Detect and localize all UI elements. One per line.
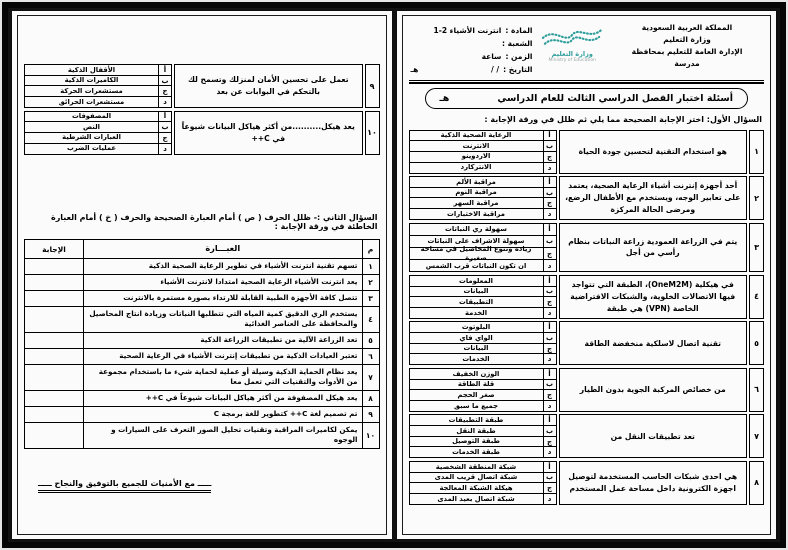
option-letter: د bbox=[543, 494, 556, 504]
page-2-mcq-continuation bbox=[24, 64, 380, 155]
option-text: الاردوينو bbox=[461, 152, 491, 161]
option-row bbox=[25, 76, 171, 87]
option-text: البيانات bbox=[463, 344, 489, 353]
option-text: العبارات الشرطية bbox=[62, 133, 121, 142]
page-1-border bbox=[402, 15, 772, 535]
question-number: ١ bbox=[749, 130, 764, 174]
statement-text: يعد انترنت الأشياء الرعاية الصحية امتدادا لانترنت الأشياء bbox=[83, 275, 362, 290]
option-row bbox=[410, 426, 556, 437]
option-text: صغر الحجم bbox=[457, 390, 495, 399]
option-row bbox=[410, 483, 556, 494]
option-row bbox=[410, 369, 556, 380]
answer-cell bbox=[25, 391, 83, 406]
option-letter: ب bbox=[543, 287, 556, 297]
option-letter: ب bbox=[543, 236, 556, 247]
row-number: ٣ bbox=[362, 291, 379, 306]
option-letter: ب bbox=[543, 380, 556, 390]
table-row bbox=[25, 259, 379, 275]
option-letter: د bbox=[543, 354, 556, 364]
scan-frame bbox=[2, 2, 786, 548]
option-row bbox=[410, 177, 556, 188]
time-label: الزمن : bbox=[505, 52, 533, 62]
option-letter: أ bbox=[543, 177, 556, 187]
answer-cell bbox=[25, 423, 83, 448]
question-number: ٩ bbox=[365, 64, 380, 108]
option-text: الخدمة bbox=[464, 308, 488, 317]
exam-page-1 bbox=[397, 11, 777, 539]
option-text: شبكة المنطقة الشخصية bbox=[435, 462, 517, 471]
ministry-line: مدرسة bbox=[674, 59, 700, 68]
section-2-instruction: السؤال الثاني :- ظلل الحرف ( ص ) أمام العبارة الصحيحة والحرف ( خ ) أمام العبارة الخاطئة في ورقة الإجابة : bbox=[50, 213, 378, 231]
option-letter: ج bbox=[543, 248, 556, 259]
option-row bbox=[410, 380, 556, 391]
exam-title-hijri: هـ bbox=[439, 92, 450, 104]
question-options bbox=[409, 223, 557, 273]
option-row bbox=[410, 401, 556, 411]
option-letter: ج bbox=[543, 297, 556, 307]
option-text: الانتركارد bbox=[460, 163, 492, 172]
option-row bbox=[410, 141, 556, 152]
option-letter: أ bbox=[543, 224, 556, 235]
option-row bbox=[25, 65, 171, 76]
logo-english-text: Ministry of Education bbox=[548, 58, 596, 63]
col-header-statement: العبـــارة bbox=[83, 240, 362, 258]
option-letter: د bbox=[543, 260, 556, 271]
option-row bbox=[410, 287, 556, 298]
statement-text: تم تصميم لغة C++ كتطوير للغة برمجة C bbox=[83, 407, 362, 422]
table-header-row bbox=[25, 240, 379, 259]
option-text: المصفوفات bbox=[71, 112, 112, 121]
option-text: عمليات الضرب bbox=[66, 144, 117, 153]
logo-arabic-text: وزارة التعليم bbox=[551, 50, 593, 58]
page-header bbox=[409, 20, 765, 77]
option-letter: د bbox=[543, 163, 556, 173]
option-text: سهولة الاشراف على النباتات bbox=[427, 237, 525, 246]
option-letter: ج bbox=[543, 152, 556, 162]
question-row-5 bbox=[409, 321, 765, 365]
answer-cell bbox=[25, 365, 83, 390]
question-text: يتم في الزراعة العمودية زراعة النباتات بنظام رأسي من أجل bbox=[559, 223, 748, 273]
good-luck-footer: ـــــ مع الأمنيات للجميع بالتوفيق والنجاح ـــــ bbox=[38, 479, 211, 493]
option-letter: أ bbox=[543, 415, 556, 425]
option-text: التطبيقات bbox=[458, 297, 494, 306]
question-row-6 bbox=[409, 368, 765, 412]
answer-cell bbox=[25, 407, 83, 422]
option-row bbox=[410, 494, 556, 504]
exam-info-fields bbox=[411, 22, 533, 77]
option-row bbox=[410, 188, 556, 199]
option-text: ان تكون النباتات قرب الشمس bbox=[425, 261, 527, 270]
option-row bbox=[410, 344, 556, 355]
option-letter: د bbox=[543, 447, 556, 457]
option-text: الخدمات bbox=[462, 355, 490, 364]
option-letter: ج bbox=[543, 390, 556, 400]
option-letter: د bbox=[158, 144, 171, 154]
time-field bbox=[411, 50, 533, 63]
option-letter: ب bbox=[543, 333, 556, 343]
question-number: ٢ bbox=[749, 176, 764, 220]
option-text: قلة الطاقة bbox=[457, 380, 495, 389]
class-label: الشعبة : bbox=[502, 39, 533, 49]
subject-value: انترنت الأشياء 2-1 bbox=[433, 26, 502, 35]
option-row bbox=[25, 112, 171, 123]
option-row bbox=[410, 224, 556, 236]
row-number: ٤ bbox=[362, 307, 379, 332]
question-options bbox=[409, 130, 557, 174]
subject-label: المادة : bbox=[505, 26, 533, 35]
option-letter: أ bbox=[158, 112, 171, 122]
option-row bbox=[410, 437, 556, 448]
option-row bbox=[410, 322, 556, 333]
option-text: مراقبة النوم bbox=[455, 188, 497, 197]
row-number: ١٠ bbox=[362, 423, 379, 448]
option-letter: د bbox=[543, 308, 556, 318]
answer-cell bbox=[25, 275, 83, 290]
option-text: الرعاية الصحية الذكية bbox=[440, 131, 512, 140]
option-letter: د bbox=[158, 97, 171, 107]
date-value: / / bbox=[490, 65, 500, 75]
col-header-answer: الإجابة bbox=[42, 244, 66, 254]
option-text: مستشعرات الحرائق bbox=[58, 97, 125, 106]
option-text: المعلومات bbox=[459, 276, 493, 285]
option-letter: ج bbox=[543, 483, 556, 493]
class-field bbox=[411, 37, 533, 50]
question-text: هو استخدام التقنية لتحسين جودة الحياة bbox=[559, 130, 748, 174]
statement-text: يمكن لكاميرات المراقبة وتقنيات تحليل الصور التعرف على السيارات و الوجوه bbox=[83, 423, 362, 448]
question-text: تعمل على تحسين الأمان لمنزلك وتسمح لك بالتحكم في البوابات عن بعد bbox=[174, 64, 363, 108]
exam-page-2 bbox=[12, 11, 392, 539]
option-letter: ب bbox=[158, 122, 171, 132]
table-row bbox=[25, 333, 379, 349]
row-number: ٢ bbox=[362, 275, 379, 290]
answer-cell bbox=[25, 333, 83, 348]
option-row bbox=[410, 163, 556, 173]
option-text: الواي فاي bbox=[459, 333, 493, 342]
ministry-block bbox=[612, 22, 762, 70]
question-text: من خصائص المركبة الجوية بدون الطيار bbox=[559, 368, 748, 412]
question-row-4 bbox=[409, 275, 765, 319]
option-letter: ب bbox=[543, 188, 556, 198]
ministry-line: وزارة التعليم bbox=[663, 35, 711, 44]
moe-logo-icon bbox=[541, 25, 603, 49]
option-row bbox=[25, 97, 171, 107]
option-row bbox=[410, 415, 556, 426]
option-row bbox=[410, 245, 556, 262]
question-row-10 bbox=[24, 111, 380, 155]
row-number: ١ bbox=[362, 259, 379, 274]
answer-cell bbox=[25, 259, 83, 274]
question-row-1 bbox=[409, 130, 765, 174]
question-row-2 bbox=[409, 176, 765, 220]
option-row bbox=[410, 276, 556, 287]
table-row bbox=[25, 275, 379, 291]
ministry-of-education-logo bbox=[533, 22, 613, 63]
option-letter: ج bbox=[543, 437, 556, 447]
option-row bbox=[410, 297, 556, 308]
table-row bbox=[25, 407, 379, 423]
option-text: طبقة التوصيل bbox=[452, 437, 500, 446]
question-number: ٧ bbox=[749, 414, 764, 458]
option-letter: د bbox=[543, 401, 556, 411]
option-text: الوزن الخفيف bbox=[452, 369, 500, 378]
question-number: ٣ bbox=[749, 223, 764, 273]
statement-text: تسهم تقنية انترنت الأشياء في تطوير الرعاية الصحية الذكية bbox=[83, 259, 362, 274]
ministry-line: المملكة العربية السعودية bbox=[641, 23, 733, 32]
question-options bbox=[409, 321, 557, 365]
table-row bbox=[25, 349, 379, 365]
option-row bbox=[410, 131, 556, 142]
option-letter: ج bbox=[543, 198, 556, 208]
statement-text: يعد نظام الحماية الذكية وسيلة أو عملية لحماية شيء ما باستخدام مجموعة من الأدوات والتقنيات التي تعمل معا bbox=[83, 365, 362, 390]
option-row bbox=[25, 144, 171, 154]
option-row bbox=[410, 462, 556, 473]
option-text: شبكة اتصال بعيد المدى bbox=[437, 494, 515, 503]
subject-field bbox=[411, 24, 533, 37]
question-options bbox=[24, 111, 172, 155]
answer-cell bbox=[25, 349, 83, 364]
option-text: طبقة النقل bbox=[456, 426, 496, 435]
table-row bbox=[25, 291, 379, 307]
option-row bbox=[410, 390, 556, 401]
option-row bbox=[410, 260, 556, 271]
question-number: ٤ bbox=[749, 275, 764, 319]
question-text: أحد أجهزة إنترنت أشياء الرعاية الصحية، يعتمد على تعابير الوجه، ويستخدم مع الأطفال الرضع، ومرضى الحالة المركزة bbox=[559, 176, 748, 220]
question-options bbox=[409, 414, 557, 458]
option-row bbox=[410, 209, 556, 219]
option-letter: ب bbox=[543, 473, 556, 483]
option-text: مراقبة الاختبارات bbox=[447, 209, 505, 218]
option-text: جميع ما سبق bbox=[454, 401, 498, 410]
statement-text: يستخدم الري الدقيق كمية المياه التي تتطلبها النباتات وزيادة انتاج المحاصيل والمحافظة على العناصر الغذائية bbox=[83, 307, 362, 332]
row-number: ٧ bbox=[362, 365, 379, 390]
option-row bbox=[25, 133, 171, 144]
option-text: مستشعرات الحركة bbox=[60, 86, 123, 95]
option-letter: ب bbox=[543, 426, 556, 436]
question-text: يعد هيكل..........من أكثر هياكل البيانات شيوعاً في C++ bbox=[174, 111, 363, 155]
exam-title: أسئلة اختبار الفصل الدراسي الثالث للعام الدراسي bbox=[497, 92, 733, 104]
header-divider bbox=[409, 80, 765, 84]
blank-space bbox=[24, 157, 380, 209]
answer-cell bbox=[25, 307, 83, 332]
row-number: ٦ bbox=[362, 349, 379, 364]
date-field bbox=[411, 63, 533, 76]
statement-text: تعتبر العيادات الذكية من تطبيقات إنترنت الأشياء في الرعاية الصحية bbox=[83, 349, 362, 364]
option-letter: أ bbox=[543, 131, 556, 141]
option-letter: أ bbox=[543, 369, 556, 379]
option-letter: ب bbox=[543, 141, 556, 151]
option-text: مراقبة السهر bbox=[453, 198, 499, 207]
question-row-9 bbox=[24, 64, 380, 108]
table-row bbox=[25, 307, 379, 333]
question-options bbox=[409, 368, 557, 412]
statement-text: تتصل كافة الأجهزة الطبية القابلة للارتداء بصورة مستمرة بالانترنت bbox=[83, 291, 362, 306]
option-text: مراقبة الألم bbox=[456, 177, 496, 186]
question-number: ٥ bbox=[749, 321, 764, 365]
option-letter: د bbox=[543, 209, 556, 219]
option-text: هيكلة الشبكة المعالجة bbox=[439, 483, 513, 492]
question-options bbox=[24, 64, 172, 108]
statement-text: تعد الزراعة الآلية من تطبيقات الزراعة الذكية bbox=[83, 333, 362, 348]
option-letter: ج bbox=[158, 133, 171, 143]
option-row bbox=[410, 308, 556, 318]
statement-text: يعد هيكل المصفوفة من أكثر هياكل البيانات شيوعاً في C++ bbox=[83, 391, 362, 406]
hijri-mark: هـ bbox=[410, 65, 419, 75]
option-text: شبكة اتصال قريب المدى bbox=[434, 473, 518, 482]
option-text: الكاميرات الذكية bbox=[64, 76, 119, 85]
question-number: ١٠ bbox=[365, 111, 380, 155]
question-text: هي احدى شبكات الحاسب المستخدمة لتوصيل اجهزة الكترونية داخل مساحة عمل المستخدم bbox=[559, 461, 748, 505]
option-letter: أ bbox=[543, 322, 556, 332]
time-value: ساعة bbox=[481, 52, 502, 62]
option-letter: أ bbox=[543, 276, 556, 286]
option-text: الانترنت bbox=[462, 141, 490, 150]
option-row bbox=[25, 122, 171, 133]
option-text: طبقة الخدمات bbox=[452, 448, 500, 457]
table-row bbox=[25, 391, 379, 407]
option-text: زيادة وتنوع المحاصيل في مساحة صغيرة bbox=[420, 245, 532, 262]
option-letter: ب bbox=[158, 76, 171, 86]
question-number: ٨ bbox=[749, 461, 764, 505]
option-text: سهولة ري النباتات bbox=[445, 224, 507, 233]
table-row bbox=[25, 423, 379, 448]
answer-cell bbox=[25, 291, 83, 306]
option-row bbox=[25, 86, 171, 97]
date-label: التاريخ : bbox=[503, 65, 533, 75]
true-false-table bbox=[24, 239, 380, 449]
question-text: تقنية اتصال لاسلكية منخفضة الطاقة bbox=[559, 321, 748, 365]
option-row bbox=[410, 152, 556, 163]
question-options bbox=[409, 275, 557, 319]
option-row bbox=[410, 447, 556, 457]
question-text: في هيكلية (OneM2M)، الطبقة التي تتواجد فيها الاتصالات الخلوية، والشبكات الافتراضية الخاصة (VPN) هي طبقة bbox=[559, 275, 748, 319]
col-header-number: م bbox=[362, 240, 379, 258]
option-row bbox=[410, 354, 556, 364]
question-row-8 bbox=[409, 461, 765, 505]
question-text: تعد تطبيقات النقل من bbox=[559, 414, 748, 458]
question-options bbox=[409, 461, 557, 505]
section-1-instruction: السؤال الأول: اختر الإجابة الصحيحة مما يلي ثم ظلل في ورقة الإجابة : bbox=[484, 114, 762, 124]
page-2-border bbox=[17, 15, 387, 535]
option-text: الأقفال الذكية bbox=[67, 65, 116, 74]
option-text: طبقة التطبيقات bbox=[448, 416, 504, 425]
option-text: البيانات bbox=[463, 287, 489, 296]
question-number: ٦ bbox=[749, 368, 764, 412]
option-letter: ج bbox=[543, 344, 556, 354]
option-text: البلوتوث bbox=[461, 323, 491, 332]
row-number: ٥ bbox=[362, 333, 379, 348]
option-letter: أ bbox=[543, 462, 556, 472]
table-row bbox=[25, 365, 379, 391]
option-row bbox=[410, 473, 556, 484]
exam-title-banner bbox=[425, 88, 749, 109]
option-letter: أ bbox=[158, 65, 171, 75]
option-letter: ج bbox=[158, 86, 171, 96]
row-number: ٨ bbox=[362, 391, 379, 406]
question-options bbox=[409, 176, 557, 220]
question-row-7 bbox=[409, 414, 765, 458]
question-row-3 bbox=[409, 223, 765, 273]
option-row bbox=[410, 198, 556, 209]
option-row bbox=[410, 333, 556, 344]
row-number: ٩ bbox=[362, 407, 379, 422]
ministry-line: الإدارة العامة للتعليم بمحافظة bbox=[631, 47, 743, 56]
option-text: النص bbox=[83, 122, 100, 131]
